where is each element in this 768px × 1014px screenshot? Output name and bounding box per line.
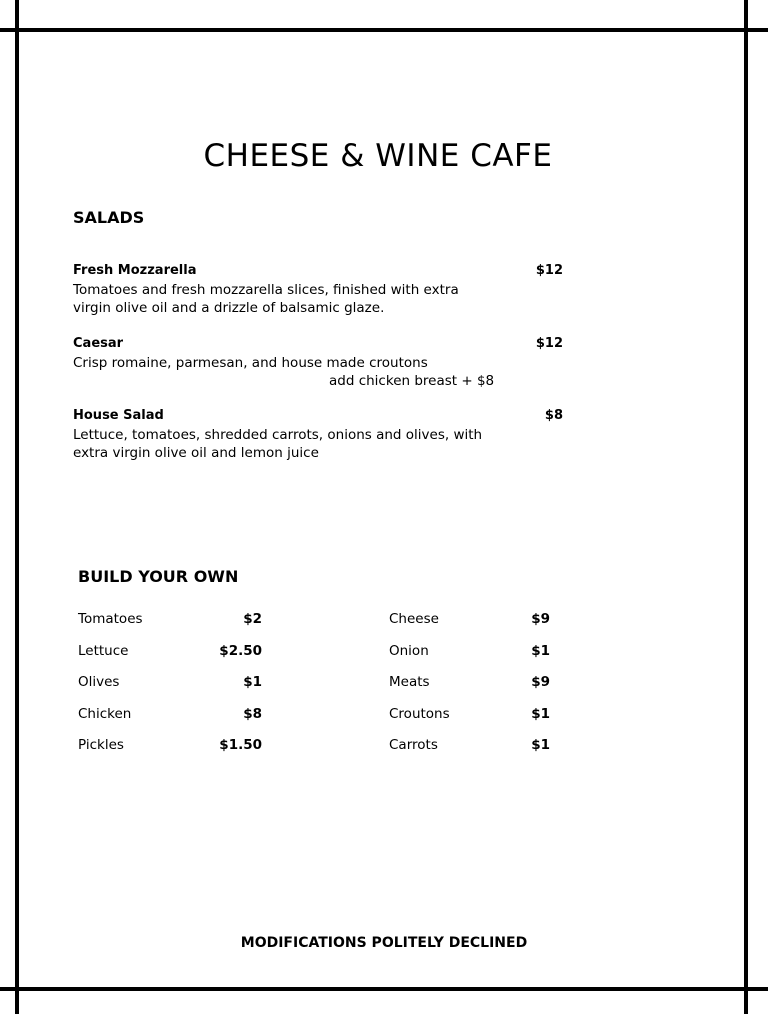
list-item (78, 706, 262, 738)
ingredient-price: $1 (243, 674, 262, 691)
salad-item-fresh-mozzarella (73, 262, 565, 318)
list-item (78, 674, 262, 706)
build-your-own-left-column (78, 611, 262, 769)
ingredient-name: Carrots (389, 737, 438, 754)
ingredient-name: Tomatoes (78, 611, 143, 627)
salads-heading: SALADS (73, 208, 145, 227)
salad-name: House Salad (73, 408, 164, 423)
list-item (78, 737, 262, 769)
ingredient-price: $2 (243, 611, 262, 627)
modifications-note: MODIFICATIONS POLITELY DECLINED (240, 935, 528, 951)
ingredient-price: $1 (531, 642, 550, 659)
ingredient-price: $2.50 (219, 642, 262, 659)
ingredient-price: $8 (243, 705, 262, 722)
bottom-border-line (0, 987, 768, 991)
salad-name: Caesar (73, 336, 124, 351)
ingredient-name: Olives (78, 674, 120, 691)
ingredient-price: $9 (531, 674, 550, 691)
menu-title: CHEESE & WINE CAFE (203, 138, 553, 174)
build-your-own-heading: BUILD YOUR OWN (78, 567, 239, 586)
list-item (389, 611, 550, 643)
salad-price: $8 (544, 408, 563, 423)
salad-price: $12 (535, 336, 563, 351)
ingredient-name: Meats (389, 674, 430, 691)
ingredient-price: $1 (531, 737, 550, 754)
salad-item-house-salad (73, 407, 565, 463)
salad-item-caesar (73, 335, 565, 391)
ingredient-price: $1.50 (219, 737, 262, 754)
list-item (389, 674, 550, 706)
salad-addon: add chicken breast + $8 (329, 373, 495, 389)
ingredient-price: $9 (531, 611, 550, 627)
ingredient-name: Chicken (78, 705, 132, 722)
list-item (78, 643, 262, 675)
salad-name: Fresh Mozzarella (73, 263, 197, 278)
salad-description: Tomatoes and fresh mozzarella slices, finished with extra virgin olive oil and a drizzle of balsamic glaze. (73, 281, 459, 316)
list-item (389, 737, 550, 769)
ingredient-name: Cheese (389, 611, 439, 627)
ingredient-name: Croutons (389, 705, 450, 722)
list-item (389, 643, 550, 675)
ingredient-name: Pickles (78, 737, 124, 754)
salad-price: $12 (535, 263, 563, 278)
ingredient-name: Lettuce (78, 642, 129, 659)
list-item (389, 706, 550, 738)
ingredient-price: $1 (531, 705, 550, 722)
ingredient-name: Onion (389, 642, 429, 659)
salad-description: Crisp romaine, parmesan, and house made croutons (73, 354, 428, 371)
build-your-own-right-column (389, 611, 550, 769)
salad-description: Lettuce, tomatoes, shredded carrots, onions and olives, with extra virgin olive oil and lemon juice (73, 426, 483, 461)
list-item (78, 611, 262, 643)
top-border-line (0, 28, 768, 32)
